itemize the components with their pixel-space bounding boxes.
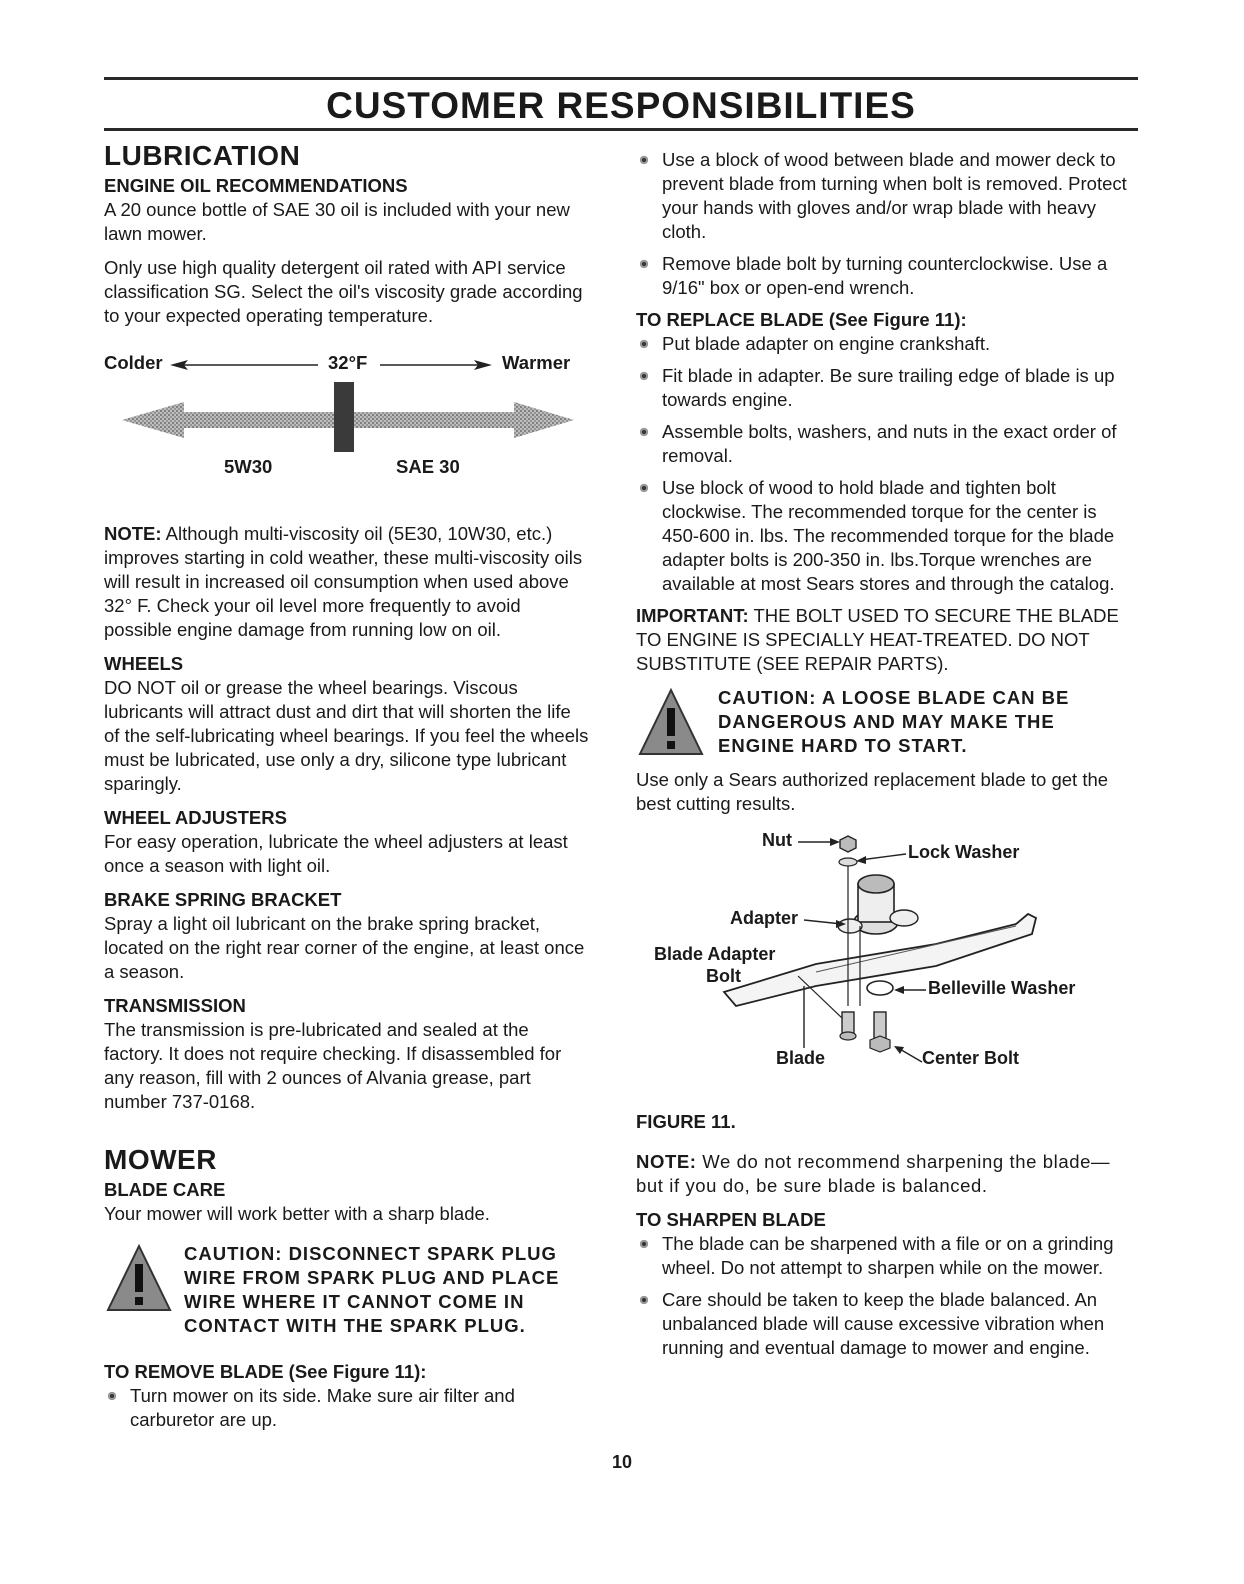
important-text: THE BOLT USED TO SECURE THE BLADE TO ENGINE IS SPECIALLY HEAT-TREATED. DO NOT SUBSTITUTE (SEE REPAIR PARTS). — [636, 605, 1119, 674]
sharpen-step-1: The blade can be sharpened with a file or on a grinding wheel. Do not attempt to sharpen while on the mower. — [636, 1232, 1132, 1280]
important-label: IMPORTANT: — [636, 605, 749, 626]
wheel-adjusters-text: For easy operation, lubricate the wheel adjusters at least once a season with light oil. — [104, 831, 568, 876]
sharpen-step-2: Care should be taken to keep the blade balanced. An unbalanced blade will cause excessive vibration when running and eventual damage to mower and engine. — [636, 1288, 1132, 1360]
caution-spark-plug — [104, 1242, 590, 1338]
warning-triangle-icon — [104, 1242, 174, 1314]
label-belleville-washer: Belleville Washer — [928, 978, 1076, 998]
remove-blade-step-1: Turn mower on its side. Make sure air filter and carburetor are up. — [104, 1384, 590, 1432]
left-arrow-icon — [170, 358, 320, 372]
sharpen-heading: TO SHARPEN BLADE — [636, 1209, 826, 1230]
replace-blade-heading: TO REPLACE BLADE (See Figure 11): — [636, 309, 967, 330]
figure-11 — [636, 826, 1132, 1096]
lubrication-heading: LUBRICATION — [104, 140, 301, 171]
right-column — [636, 148, 1132, 1368]
page-title: CUSTOMER RESPONSIBILITIES — [326, 85, 916, 126]
remove-blade-step-3: Remove blade bolt by turning counterclockwise. Use a 9/16" box or open-end wrench. — [636, 252, 1132, 300]
replace-blade-step-4: Use block of wood to hold blade and tighten bolt clockwise. The recommended torque for the center is 450-600 in. lbs. The recommended torque for the blade adapter bolts is 200-350 in. lbs.Torque wrenches are available at most Sears stores and through the catalog. — [636, 476, 1132, 596]
blade-care-heading: BLADE CARE — [104, 1179, 226, 1200]
remove-blade-heading: TO REMOVE BLADE (See Figure 11): — [104, 1361, 427, 1382]
grade-sae30: SAE 30 — [396, 456, 460, 477]
note-text: Although multi-viscosity oil (5E30, 10W30, etc.) improves starting in cold weather, these multi-viscosity oils will result in increased oil consumption when used above 32° F. Check your oil level more frequently to avoid possible engine damage from running low on oil. — [104, 523, 583, 640]
page-number: 10 — [611, 1452, 633, 1472]
viscosity-range-bar — [104, 382, 590, 452]
blade-care-text: Your mower will work better with a sharp blade. — [104, 1203, 490, 1224]
warning-triangle-icon — [636, 686, 706, 758]
caution-loose-blade — [636, 686, 1132, 758]
oil-note — [104, 522, 590, 642]
figure-caption: FIGURE 11. — [636, 1111, 736, 1132]
label-nut: Nut — [762, 830, 792, 850]
note2-label: NOTE: — [636, 1151, 697, 1172]
engine-oil-heading: ENGINE OIL RECOMMENDATIONS — [104, 175, 408, 196]
transmission-heading: TRANSMISSION — [104, 995, 246, 1016]
grade-5w30: 5W30 — [224, 456, 273, 477]
label-adapter: Adapter — [730, 908, 799, 928]
sharpen-note — [636, 1150, 1132, 1198]
label-bolt: Bolt — [706, 966, 741, 986]
remove-blade-step-2: Use a block of wood between blade and mower deck to prevent blade from turning when bolt is removed. Protect your hands with gloves and/or wrap blade with heavy cloth. — [636, 148, 1132, 244]
important-notice — [636, 604, 1132, 676]
colder-label: Colder — [104, 352, 163, 373]
note-label: NOTE: — [104, 523, 162, 544]
wheels-heading: WHEELS — [104, 653, 184, 674]
right-arrow-icon — [380, 358, 492, 372]
transmission-text: The transmission is pre-lubricated and sealed at the factory. It does not require checking. If disassembled for any reason, fill with 2 ounces of Alvania grease, part number 737-0168. — [104, 1019, 562, 1112]
mower-heading: MOWER — [104, 1144, 217, 1175]
temp-label: 32°F — [328, 352, 368, 373]
replace-blade-step-3: Assemble bolts, washers, and nuts in the exact order of removal. — [636, 420, 1132, 468]
oil-temperature-chart — [104, 346, 590, 506]
authorized-blade-text: Use only a Sears authorized replacement blade to get the best cutting results. — [636, 769, 1109, 814]
replace-blade-step-2: Fit blade in adapter. Be sure trailing edge of blade is up towards engine. — [636, 364, 1132, 412]
note2-text: We do not recommend sharpening the blade—but if you do, be sure blade is balanced. — [636, 1151, 1111, 1196]
warmer-label: Warmer — [502, 352, 571, 373]
title-underline — [104, 128, 1138, 131]
brake-spring-heading: BRAKE SPRING BRACKET — [104, 889, 342, 910]
wheels-text: DO NOT oil or grease the wheel bearings. Viscous lubricants will attract dust and dirt that will shorten the life of the self-lubricating wheel bearings. If you feel the wheels must be lubricated, use only a dry, silicone type lubricant sparingly. — [104, 677, 589, 794]
label-blade-adapter: Blade Adapter — [654, 944, 776, 964]
label-blade: Blade — [776, 1048, 826, 1068]
left-column — [104, 140, 590, 1440]
wheel-adjusters-heading: WHEEL ADJUSTERS — [104, 807, 287, 828]
brake-spring-text: Spray a light oil lubricant on the brake spring bracket, located on the right rear corner of the engine, at least once a season. — [104, 913, 585, 982]
caution-spark-plug-text: CAUTION: DISCONNECT SPARK PLUG WIRE FROM SPARK PLUG AND PLACE WIRE WHERE IT CANNOT COME IN CONTACT WITH THE SPARK PLUG. — [184, 1243, 560, 1336]
engine-oil-p1: A 20 ounce bottle of SAE 30 oil is included with your new lawn mower. — [104, 199, 570, 244]
label-center-bolt: Center Bolt — [922, 1048, 1020, 1068]
replace-blade-step-1: Put blade adapter on engine crankshaft. — [636, 332, 1132, 356]
engine-oil-p2: Only use high quality detergent oil rated with API service classification SG. Select the oil's viscosity grade according to your expected operating temperature. — [104, 257, 583, 326]
caution-loose-blade-text: CAUTION: A LOOSE BLADE CAN BE DANGEROUS AND MAY MAKE THE ENGINE HARD TO START. — [718, 687, 1070, 756]
label-lock-washer: Lock Washer — [908, 842, 1020, 862]
top-rule — [104, 77, 1138, 80]
